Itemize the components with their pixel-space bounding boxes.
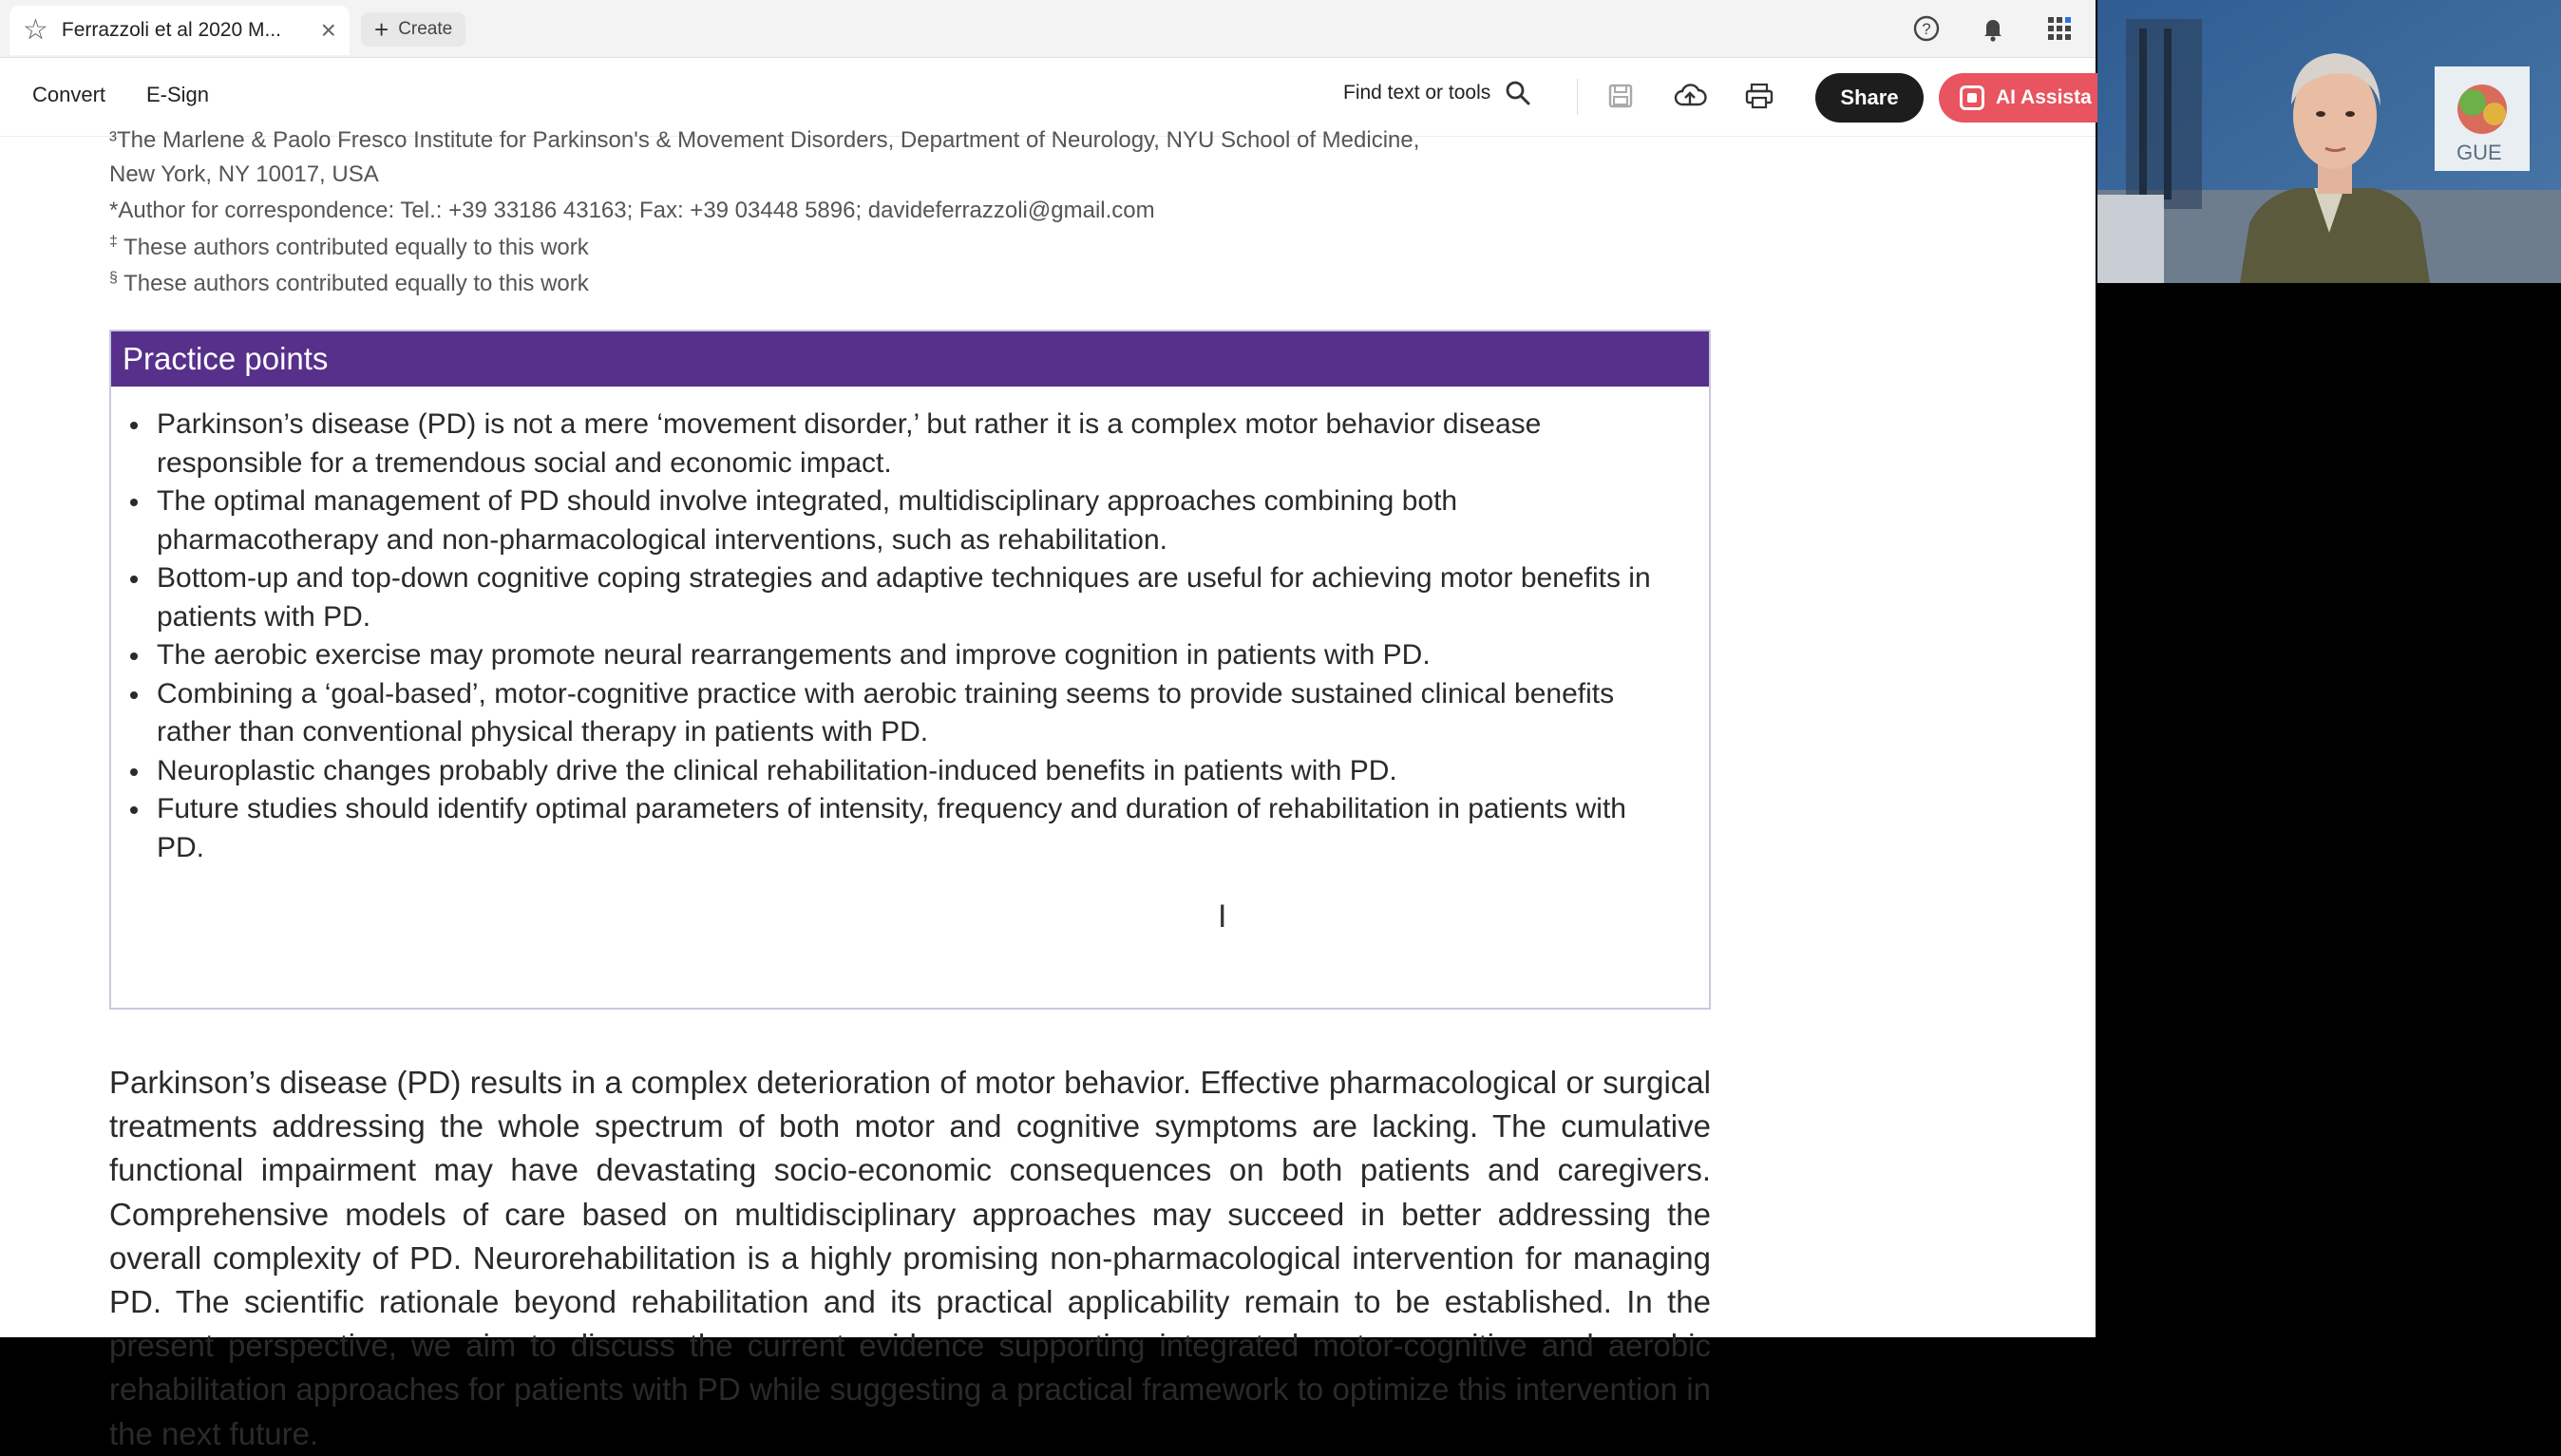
- svg-text:?: ?: [1922, 20, 1931, 38]
- help-icon[interactable]: [1909, 11, 1944, 46]
- empty-video-area: [2096, 283, 2561, 1337]
- contribution-note-1: [109, 234, 589, 261]
- toolbar-divider: [1577, 79, 1578, 115]
- practice-points-title: Practice points: [111, 331, 1709, 387]
- bell-icon[interactable]: [1976, 11, 2010, 46]
- practice-point: Future studies should identify optimal parameters of intensity, frequency and duration of rehabilitation in patients with PD.: [124, 790, 1680, 867]
- practice-point: Neuroplastic changes probably drive the clinical rehabilitation-induced benefits in patients with PD.: [124, 752, 1680, 791]
- contribution-note-2: [109, 270, 589, 297]
- wall-sign-text: GUE: [2457, 141, 2502, 164]
- practice-points-list: [111, 387, 1709, 867]
- tab-bar: [0, 0, 2096, 58]
- practice-point: Parkinson’s disease (PD) is not a mere ‘movement disorder,’ but rather it is a complex motor behavior disease responsible for a tremendous social and economic impact.: [124, 406, 1680, 482]
- webcam-video: [2097, 0, 2561, 283]
- find-tools-search[interactable]: [1343, 79, 1532, 107]
- save-icon[interactable]: [1602, 77, 1640, 115]
- contribution-note-1-text: These authors contributed equally to this work: [123, 235, 589, 260]
- ai-assistant-label: AI Assista: [1996, 86, 2092, 108]
- ai-assistant-icon: [1960, 85, 1984, 110]
- practice-points-box: [109, 330, 1711, 1010]
- print-icon[interactable]: [1740, 77, 1778, 115]
- star-icon[interactable]: ☆: [23, 14, 48, 46]
- practice-point: The optimal management of PD should involve integrated, multidisciplinary approaches combining both pharmacotherapy and non-pharmacological interventions, such as rehabilitation.: [124, 482, 1680, 559]
- affiliation-line-cut: ³The Marlene & Paolo Fresco Institute for Parkinson's & Movement Disorders, Department of Neurology, NYU School of Medicine,: [109, 127, 1420, 153]
- upload-cloud-icon[interactable]: [1671, 77, 1709, 115]
- text-cursor-icon: I: [1218, 898, 1227, 935]
- practice-point: Bottom-up and top-down cognitive coping strategies and adaptive techniques are useful for achieving motor benefits in patients with PD.: [124, 559, 1680, 636]
- webcam-scene: [2097, 0, 2561, 283]
- correspondence-line: *Author for correspondence: Tel.: +39 33186 43163; Fax: +39 03448 5896; davideferrazzoli@gmail.com: [109, 198, 1155, 223]
- affiliation-city: New York, NY 10017, USA: [109, 161, 379, 187]
- abstract-paragraph: Parkinson’s disease (PD) results in a complex deterioration of motor behavior. Effective pharmacological or surgical treatments addressing the whole spectrum of both motor and cognitive symptoms are lacking. The cumulative functional impairment may have devastating socio-economic consequences on both patients and caregivers. Comprehensive models of care based on multidisciplinary approaches may succeed in better addressing the overall complexity of PD. Neurorehabilitation is a highly promising non-pharmacological intervention for managing PD. The scientific rationale beyond rehabilitation and its practical applicability remain to be established. In the present perspective, we aim to discuss the current evidence supporting integrated motor-cognitive and aerobic rehabilitation approaches for patients with PD while suggesting a practical framework to optimize this intervention in the next future.: [109, 1065, 1711, 1451]
- esign-menu[interactable]: E-Sign: [146, 83, 210, 106]
- document-tab-title: Ferrazzoli et al 2020 M...: [61, 19, 281, 41]
- footnote-mark-1: ‡: [109, 234, 118, 250]
- apps-grid-icon[interactable]: [2042, 11, 2077, 46]
- search-icon: [1504, 79, 1532, 107]
- practice-point: The aerobic exercise may promote neural rearrangements and improve cognition in patients with PD.: [124, 636, 1680, 675]
- create-button[interactable]: [361, 12, 465, 47]
- plus-icon: +: [374, 15, 389, 44]
- create-label: Create: [398, 19, 453, 39]
- share-button[interactable]: Share: [1815, 73, 1924, 123]
- find-tools-label: Find text or tools: [1343, 82, 1491, 104]
- close-icon[interactable]: ×: [320, 15, 336, 45]
- convert-menu[interactable]: Convert: [32, 83, 106, 106]
- document-tab[interactable]: [9, 6, 350, 55]
- toolbar: [0, 58, 2096, 137]
- contribution-note-2-text: These authors contributed equally to this work: [123, 271, 589, 296]
- document-page: [0, 127, 2096, 1451]
- practice-point: Combining a ‘goal-based’, motor-cognitive practice with aerobic training seems to provide sustained clinical benefits rather than conventional physical therapy in patients with PD.: [124, 675, 1680, 752]
- footnote-mark-2: §: [109, 270, 118, 286]
